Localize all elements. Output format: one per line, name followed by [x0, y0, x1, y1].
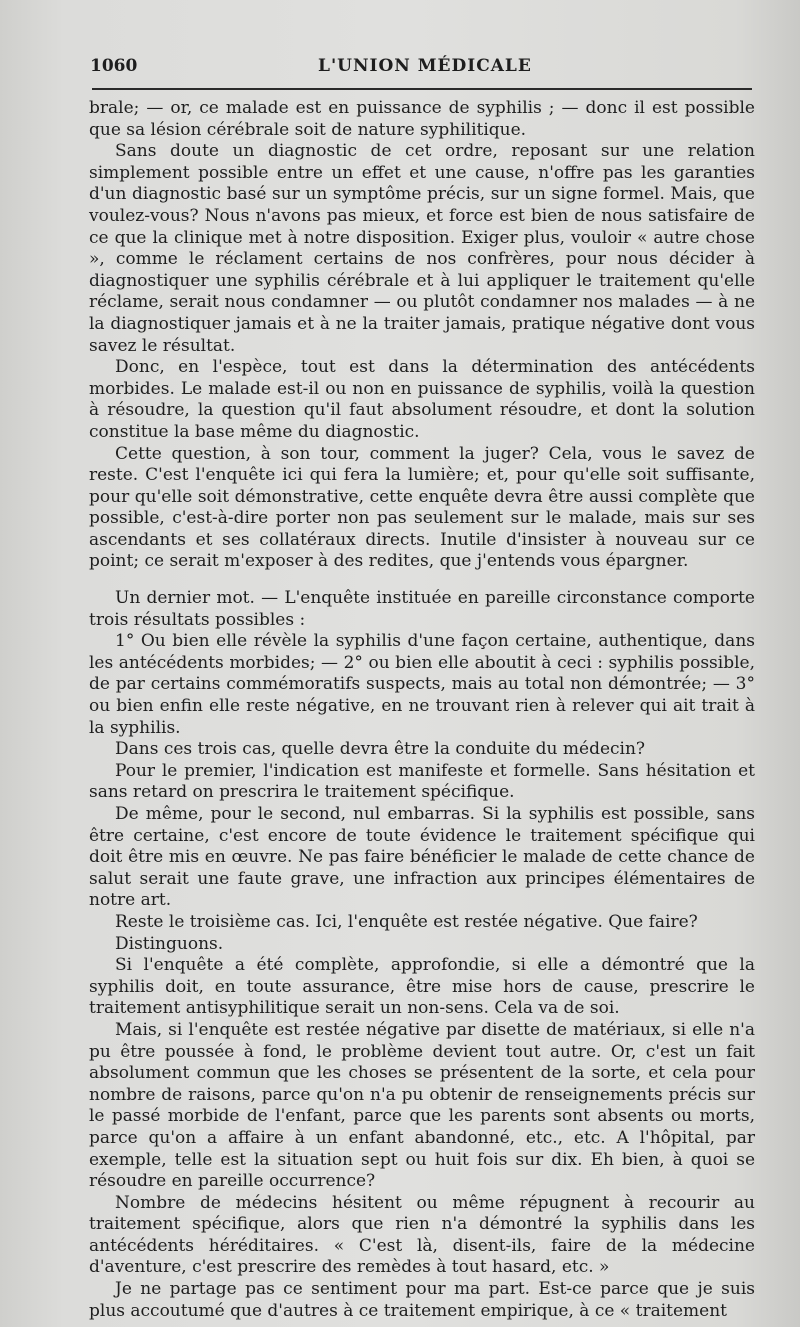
paragraph: Pour le premier, l'indication est manifeste et formelle. Sans hésitation et sans retard on prescrira le traitement spécifique. — [89, 760, 755, 803]
body-text — [89, 98, 755, 1322]
paragraph: Un dernier mot. — L'enquête instituée en pareille circonstance comporte trois résultats possibles : — [89, 588, 755, 630]
running-header — [90, 54, 752, 84]
running-title: L'UNION MÉDICALE — [318, 56, 532, 76]
paragraph: Distinguons. — [115, 933, 224, 954]
paragraph: Cette question, à son tour, comment la juger? Cela, vous le savez de reste. C'est l'enquête ici qui fera la lumière; et, pour qu'elle soit suffisante, pour qu'elle soit démonstrative, cette enquête devra être aussi complète que possible, c'est-à-dire porter non pas seulement sur le malade, mais sur ses ascendants et ses collatéraux directs. Inutile d'insister à nouveau sur ce point; ce serait m'exposer à des redites, que j'entends vous épargner. — [89, 443, 755, 572]
paragraph: Je ne partage pas ce sentiment pour ma part. Est-ce parce que je suis plus accoutumé que d'autres à ce traitement empirique, à ce « traitement — [89, 1279, 755, 1321]
header-rule — [92, 88, 752, 90]
page-number: 1060 — [90, 56, 138, 76]
paragraph: Dans ces trois cas, quelle devra être la conduite du médecin? — [115, 739, 646, 760]
paragraph: Si l'enquête a été complète, approfondie, si elle a démontré que la syphilis doit, en toute assurance, être mise hors de cause, prescrire le traitement antisyphilitique serait un non-sens. Cela va de soi. — [89, 955, 755, 1019]
paragraph: Mais, si l'enquête est restée négative par disette de matériaux, si elle n'a pu être poussée à fond, le problème devient tout autre. Or, c'est un fait absolument commun que les choses se présentent de la sorte, et cela pour nombre de raisons, parce qu'on n'a pu obtenir de renseignements précis sur le passé morbide de l'enfant, parce que les parents sont absents ou morts, parce qu'on a affaire à un enfant abandonné, etc., etc. A l'hôpital, par exemple, telle est la situation sept ou huit fois sur dix. Eh bien, à quoi se résoudre en pareille occurrence? — [89, 1019, 755, 1192]
paragraph: Nombre de médecins hésitent ou même répugnent à recourir au traitement spécifique, alors que rien n'a démontré la syphilis dans les antécédents héréditaires. « C'est là, disent-ils, faire de la médecine d'aventure, c'est prescrire des remèdes à tout hasard, etc. » — [89, 1192, 755, 1278]
paragraph: Reste le troisième cas. Ici, l'enquête est restée négative. Que faire? — [115, 911, 698, 932]
paragraph: 1° Ou bien elle révèle la syphilis d'une façon certaine, authentique, dans les antécédents morbides; — 2° ou bien elle aboutit à ceci : syphilis possible, de par certains commémoratifs suspects, mais au total non démontrée; — 3° ou bien enfin elle reste négative, en ne trouvant rien à relever qui ait trait à la syphilis. — [89, 631, 755, 738]
paragraph: De même, pour le second, nul embarras. Si la syphilis est possible, sans être certaine, c'est encore de toute évidence le traitement spécifique qui doit être mis en œuvre. Ne pas faire bénéficier le malade de cette chance de salut serait une faute grave, une infraction aux principes élémentaires de notre art. — [89, 804, 755, 911]
paragraph: Donc, en l'espèce, tout est dans la détermination des antécédents morbides. Le malade est-il ou non en puissance de syphilis, voilà la question à résoudre, la question qu'il faut absolument résoudre, et dont la solution constitue la base même du diagnostic. — [89, 357, 755, 442]
paragraph: brale; — or, ce malade est en puissance de syphilis ; — donc il est possible que sa lésion cérébrale soit de nature syphilitique. — [89, 98, 755, 140]
paragraph: Sans doute un diagnostic de cet ordre, reposant sur une relation simplement possible entre un effet et une cause, n'offre pas les garanties d'un diagnostic basé sur un symptôme précis, sur un signe formel. Mais, que voulez-vous? Nous n'avons pas mieux, et force est bien de nous satisfaire de ce que la clinique met à notre disposition. Exiger plus, vouloir « autre chose », comme le réclament certains de nos confrères, pour nous décider à diagnostiquer une syphilis cérébrale et à lui appliquer le traitement qu'elle réclame, serait nous condamner — ou plutôt condamner nos malades — à ne la diagnostiquer jamais et à ne la traiter jamais, pratique négative dont vous savez le résultat. — [89, 141, 755, 356]
